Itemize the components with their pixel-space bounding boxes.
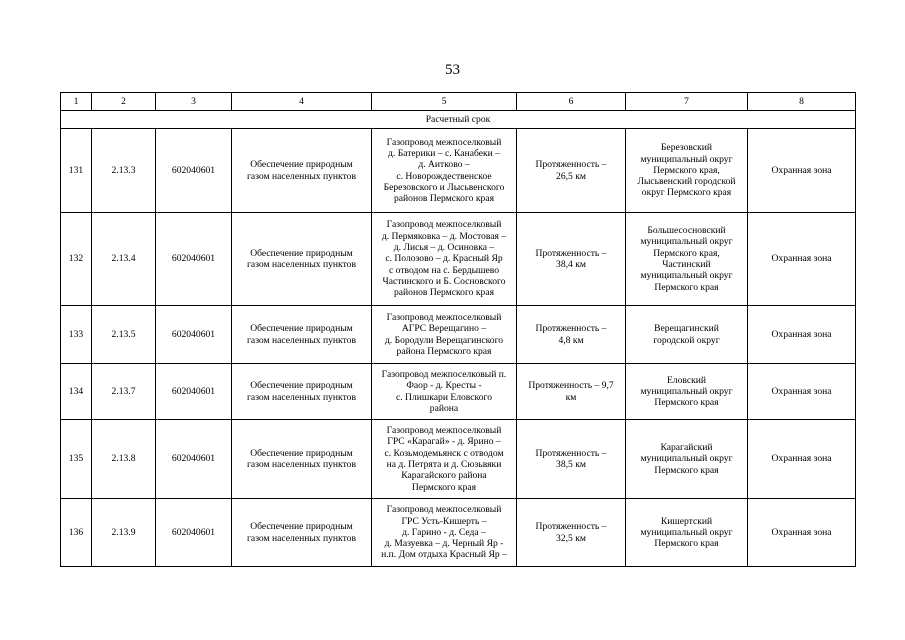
row-code: 2.13.5 (92, 306, 156, 364)
row-object: Газопровод межпоселковый д. Батерики – с. Канабеки – д. Аитково – с. Новорождественское Березовского и Лысьвенского районов Пермского края (372, 129, 517, 213)
row-number: 135 (61, 420, 92, 499)
table-row (61, 306, 856, 364)
row-length: Протяженность – 38,5 км (517, 420, 626, 499)
row-object: Газопровод межпоселковый ГРС «Карагай» - д. Ярино – с. Козьмодемьянск с отводом на д. Петрята и д. Сюзьвяки Карагайского района Пермского края (372, 420, 517, 499)
row-length: Протяженность – 26,5 км (517, 129, 626, 213)
row-zone: Охранная зона (748, 499, 856, 567)
row-zone: Охранная зона (748, 306, 856, 364)
row-zone: Охранная зона (748, 420, 856, 499)
column-number: 5 (372, 93, 517, 111)
row-id: 602040601 (156, 129, 232, 213)
row-object: Газопровод межпоселковый АГРС Верещагино – д. Бородули Верещагинского района Пермского края (372, 306, 517, 364)
row-purpose: Обеспечение природным газом населенных пунктов (232, 420, 372, 499)
row-code: 2.13.9 (92, 499, 156, 567)
row-id: 602040601 (156, 499, 232, 567)
table-row (61, 364, 856, 420)
row-id: 602040601 (156, 306, 232, 364)
row-object: Газопровод межпоселковый п. Фаор - д. Кресты - с. Плишкари Еловского района (372, 364, 517, 420)
table-row (61, 420, 856, 499)
table-row (61, 129, 856, 213)
column-number: 2 (92, 93, 156, 111)
row-purpose: Обеспечение природным газом населенных пунктов (232, 129, 372, 213)
row-object: Газопровод межпоселковый д. Пермяковка – д. Мостовая – д. Лисья – д. Осиновка – с. Полозово – д. Красный Яр с отводом на с. Бердышево Частинского и Б. Сосновского районов Пермского края (372, 213, 517, 306)
row-code: 2.13.7 (92, 364, 156, 420)
row-municipality: Большесосновский муниципальный округ Пермского края, Частинский муниципальный округ Пермского края (626, 213, 748, 306)
section-row (61, 111, 856, 129)
row-length: Протяженность – 4,8 км (517, 306, 626, 364)
row-municipality: Березовский муниципальный округ Пермского края, Лысьвенский городской округ Пермского края (626, 129, 748, 213)
row-purpose: Обеспечение природным газом населенных пунктов (232, 364, 372, 420)
row-code: 2.13.8 (92, 420, 156, 499)
row-length: Протяженность – 9,7 км (517, 364, 626, 420)
column-number-row (61, 93, 856, 111)
column-number: 3 (156, 93, 232, 111)
page-number: 53 (445, 62, 460, 78)
row-id: 602040601 (156, 420, 232, 499)
row-code: 2.13.3 (92, 129, 156, 213)
row-number: 133 (61, 306, 92, 364)
column-number: 8 (748, 93, 856, 111)
row-purpose: Обеспечение природным газом населенных пунктов (232, 306, 372, 364)
row-municipality: Верещагинский городской округ (626, 306, 748, 364)
column-number: 4 (232, 93, 372, 111)
table-row (61, 213, 856, 306)
row-number: 132 (61, 213, 92, 306)
table-row (61, 499, 856, 567)
row-municipality: Еловский муниципальный округ Пермского края (626, 364, 748, 420)
row-length: Протяженность – 38,4 км (517, 213, 626, 306)
row-purpose: Обеспечение природным газом населенных пунктов (232, 499, 372, 567)
row-number: 134 (61, 364, 92, 420)
column-number: 6 (517, 93, 626, 111)
row-municipality: Карагайский муниципальный округ Пермского края (626, 420, 748, 499)
row-code: 2.13.4 (92, 213, 156, 306)
column-number: 7 (626, 93, 748, 111)
planning-table (60, 92, 856, 567)
row-id: 602040601 (156, 213, 232, 306)
row-object: Газопровод межпоселковый ГРС Усть-Кишерть – д. Гарино - д. Седа – д. Мазуевка – д. Черный Яр - н.п. Дом отдыха Красный Яр – (372, 499, 517, 567)
row-id: 602040601 (156, 364, 232, 420)
row-length: Протяженность – 32,5 км (517, 499, 626, 567)
section-title: Расчетный срок (61, 111, 856, 129)
row-zone: Охранная зона (748, 213, 856, 306)
row-zone: Охранная зона (748, 129, 856, 213)
row-number: 136 (61, 499, 92, 567)
row-purpose: Обеспечение природным газом населенных пунктов (232, 213, 372, 306)
row-zone: Охранная зона (748, 364, 856, 420)
column-number: 1 (61, 93, 92, 111)
row-municipality: Кишертский муниципальный округ Пермского края (626, 499, 748, 567)
row-number: 131 (61, 129, 92, 213)
